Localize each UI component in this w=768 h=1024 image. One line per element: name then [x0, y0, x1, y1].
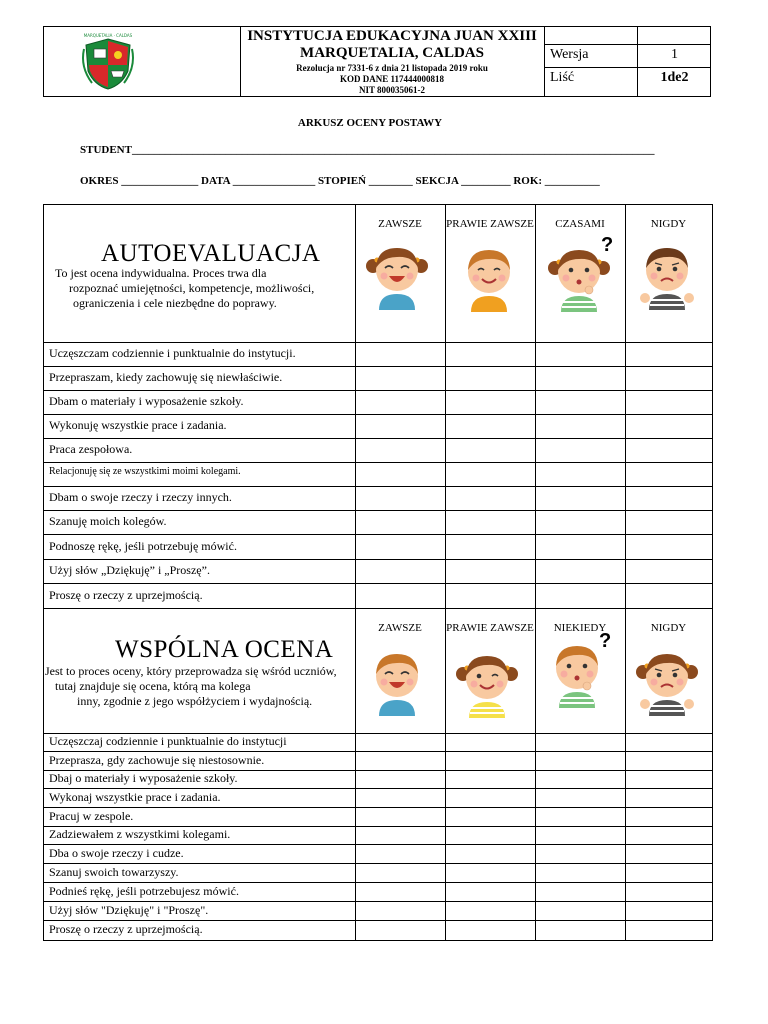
co-answer-cell-11-4[interactable]: [626, 921, 711, 939]
self-answer-cell-5-2[interactable]: [446, 439, 534, 461]
co-criterion-4: Wykonaj wszystkie prace i zadania.: [49, 789, 221, 804]
self-eval-desc-3: ograniczenia i cele niezbędne do poprawy.: [73, 296, 277, 310]
co-answer-cell-5-4[interactable]: [626, 808, 711, 825]
self-answer-cell-6-1[interactable]: [356, 463, 444, 485]
self-answer-cell-9-3[interactable]: [536, 535, 624, 558]
dane-code: KOD DANE 117444000818: [339, 74, 444, 84]
co-answer-cell-6-1[interactable]: [356, 827, 444, 843]
co-answer-cell-6-3[interactable]: [536, 827, 624, 843]
self-criterion-5: Praca zespołowa.: [49, 442, 133, 456]
self-answer-cell-4-2[interactable]: [446, 415, 534, 437]
co-answer-cell-7-1[interactable]: [356, 845, 444, 862]
co-answer-cell-1-1[interactable]: [356, 734, 444, 750]
co-answer-cell-1-4[interactable]: [626, 734, 711, 750]
co-answer-cell-2-1[interactable]: [356, 752, 444, 769]
self-answer-cell-7-4[interactable]: [626, 487, 711, 509]
document-header: [43, 26, 711, 97]
self-answer-cell-6-4[interactable]: [626, 463, 711, 485]
student-field[interactable]: STUDENT_______________________________________________________________________________________________: [80, 144, 655, 156]
self-criterion-3: Dbam o materiały i wyposażenie szkoły.: [49, 394, 244, 408]
question-mark-icon: ?: [601, 234, 614, 256]
self-answer-cell-9-4[interactable]: [626, 535, 711, 558]
co-answer-cell-1-2[interactable]: [446, 734, 534, 750]
self-criterion-11: Proszę o rzeczy z uprzejmością.: [49, 587, 203, 602]
co-answer-cell-9-2[interactable]: [446, 883, 534, 900]
self-criterion-6: Relacjonuję się ze wszystkimi moimi kolegami.: [49, 466, 241, 477]
self-answer-cell-5-3[interactable]: [536, 439, 624, 461]
co-answer-cell-9-1[interactable]: [356, 883, 444, 900]
co-criterion-5: Pracuj w zespole.: [49, 808, 134, 823]
self-answer-cell-1-3[interactable]: [536, 343, 624, 365]
co-answer-cell-8-2[interactable]: [446, 864, 534, 881]
self-answer-cell-3-2[interactable]: [446, 391, 534, 413]
self-answer-cell-4-3[interactable]: [536, 415, 624, 437]
co-answer-cell-9-4[interactable]: [626, 883, 711, 900]
co-answer-cell-8-4[interactable]: [626, 864, 711, 881]
co-answer-cell-2-4[interactable]: [626, 752, 711, 769]
self-answer-cell-3-3[interactable]: [536, 391, 624, 413]
co-answer-cell-8-1[interactable]: [356, 864, 444, 881]
self-answer-cell-11-2[interactable]: [446, 584, 534, 607]
co-col-almost-always: PRAWIE ZAWSZE: [446, 622, 534, 634]
co-criterion-2: Przeprasza, gdy zachowuje się niestosownie.: [49, 752, 265, 767]
co-answer-cell-4-1[interactable]: [356, 789, 444, 806]
co-answer-cell-3-3[interactable]: [536, 771, 624, 787]
self-answer-cell-3-1[interactable]: [356, 391, 444, 413]
co-answer-cell-11-3[interactable]: [536, 921, 624, 939]
self-criterion-7: Dbam o swoje rzeczy i rzeczy innych.: [49, 490, 232, 504]
happy-boy-icon: [457, 242, 521, 312]
co-answer-cell-3-2[interactable]: [446, 771, 534, 787]
self-answer-cell-1-1[interactable]: [356, 343, 444, 365]
co-answer-cell-5-2[interactable]: [446, 808, 534, 825]
self-answer-cell-11-4[interactable]: [626, 584, 711, 607]
self-answer-cell-1-4[interactable]: [626, 343, 711, 365]
self-col-sometimes: CZASAMI: [555, 218, 605, 230]
self-answer-cell-5-1[interactable]: [356, 439, 444, 461]
co-answer-cell-7-2[interactable]: [446, 845, 534, 862]
co-eval-title: WSPÓLNA OCENA: [115, 636, 334, 663]
school-crest-icon: [78, 31, 138, 93]
co-answer-cell-10-3[interactable]: [536, 902, 624, 919]
self-criterion-4: Wykonuję wszystkie prace i zadania.: [49, 418, 227, 432]
self-answer-cell-8-3[interactable]: [536, 511, 624, 533]
co-criterion-9: Podnieś rękę, jeśli potrzebujesz mówić.: [49, 883, 239, 898]
co-criterion-10: Użyj słów "Dziękuję" i "Proszę".: [49, 902, 209, 917]
co-col-never: NIGDY: [650, 622, 687, 634]
co-answer-cell-9-3[interactable]: [536, 883, 624, 900]
self-answer-cell-5-4[interactable]: [626, 439, 711, 461]
self-answer-cell-2-3[interactable]: [536, 367, 624, 389]
self-answer-cell-10-3[interactable]: [536, 560, 624, 582]
question-mark-icon: ?: [599, 630, 612, 652]
self-answer-cell-2-2[interactable]: [446, 367, 534, 389]
version-label: Wersja: [550, 47, 589, 62]
resolution-text: Rezolucja nr 7331-6 z dnia 21 listopada 2019 roku: [296, 63, 488, 73]
co-answer-cell-4-2[interactable]: [446, 789, 534, 806]
self-answer-cell-3-4[interactable]: [626, 391, 711, 413]
co-eval-desc-3: inny, zgodnie z jego współżyciem i wydajnością.: [77, 694, 313, 708]
laughing-girl-icon: [365, 240, 429, 310]
sheet-value: 1de2: [660, 70, 689, 85]
co-criterion-8: Szanuj swoich towarzyszy.: [49, 864, 179, 879]
co-answer-cell-5-1[interactable]: [356, 808, 444, 825]
co-answer-cell-3-1[interactable]: [356, 771, 444, 787]
co-criterion-1: Uczęszczaj codziennie i punktualnie do instytucji: [49, 734, 287, 748]
self-answer-cell-7-3[interactable]: [536, 487, 624, 509]
co-answer-cell-11-1[interactable]: [356, 921, 444, 939]
winking-girl-icon: [455, 648, 519, 718]
self-criterion-1: Uczęszczam codziennie i punktualnie do instytucji.: [49, 346, 296, 360]
co-answer-cell-8-3[interactable]: [536, 864, 624, 881]
co-answer-cell-1-3[interactable]: [536, 734, 624, 750]
self-answer-cell-6-3[interactable]: [536, 463, 624, 485]
co-criterion-3: Dbaj o materiały i wyposażenie szkoły.: [49, 771, 238, 785]
co-answer-cell-2-3[interactable]: [536, 752, 624, 769]
co-answer-cell-10-4[interactable]: [626, 902, 711, 919]
self-answer-cell-9-1[interactable]: [356, 535, 444, 558]
period-field[interactable]: OKRES ______________ DATA _______________ STOPIEŃ ________ SEKCJA _________ ROK: __________: [80, 175, 600, 187]
school-location: MARQUETALIA, CALDAS: [300, 45, 484, 61]
co-col-sometimes: NIEKIEDY: [553, 622, 607, 634]
self-col-always: ZAWSZE: [378, 218, 422, 230]
co-answer-cell-6-2[interactable]: [446, 827, 534, 843]
self-answer-cell-10-4[interactable]: [626, 560, 711, 582]
co-criterion-6: Zadziewałem z wszystkimi kolegami.: [49, 827, 231, 841]
self-answer-cell-7-2[interactable]: [446, 487, 534, 509]
self-answer-cell-11-3[interactable]: [536, 584, 624, 607]
self-col-never: NIGDY: [650, 218, 687, 230]
self-col-almost-always: PRAWIE ZAWSZE: [446, 218, 534, 230]
sad-girl-icon: [635, 646, 699, 716]
self-answer-cell-8-2[interactable]: [446, 511, 534, 533]
laughing-boy-icon: [365, 646, 429, 716]
co-eval-desc-1: Jest to proces oceny, który przeprowadza się wśród uczniów,: [45, 664, 337, 678]
nit-code: NIT 800035061-2: [358, 85, 426, 95]
self-answer-cell-10-1[interactable]: [356, 560, 444, 582]
self-answer-cell-9-2[interactable]: [446, 535, 534, 558]
document-title: ARKUSZ OCENY POSTAWY: [297, 117, 443, 129]
self-criterion-10: Użyj słów „Dziękuję” i „Proszę”.: [49, 563, 210, 577]
self-criterion-8: Szanuję moich kolegów.: [49, 514, 167, 528]
sad-boy-icon: [635, 240, 699, 310]
self-eval-title: AUTOEVALUACJA: [101, 240, 321, 267]
svg-text:MARQUETALIA · CALDAS: MARQUETALIA · CALDAS: [83, 33, 133, 38]
self-answer-cell-4-1[interactable]: [356, 415, 444, 437]
school-name: INSTYTUCJA EDUKACYJNA JUAN XXIII: [247, 28, 537, 44]
co-answer-cell-10-2[interactable]: [446, 902, 534, 919]
co-answer-cell-4-4[interactable]: [626, 789, 711, 806]
self-answer-cell-10-2[interactable]: [446, 560, 534, 582]
co-criterion-7: Dba o swoje rzeczy i cudze.: [49, 845, 184, 860]
sheet-label: Liść: [550, 70, 575, 85]
self-answer-cell-2-1[interactable]: [356, 367, 444, 389]
self-criterion-9: Podnoszę rękę, jeśli potrzebuję mówić.: [49, 538, 237, 553]
self-answer-cell-11-1[interactable]: [356, 584, 444, 607]
co-answer-cell-3-4[interactable]: [626, 771, 711, 787]
co-eval-desc-2: tutaj znajduje się ocena, którą ma kolega: [55, 679, 251, 693]
self-eval-desc-2: rozpoznać umiejętności, kompetencje, możliwości,: [69, 281, 315, 295]
version-value: 1: [671, 47, 678, 62]
co-criterion-11: Proszę o rzeczy z uprzejmością.: [49, 922, 203, 936]
co-col-always: ZAWSZE: [378, 622, 422, 634]
self-answer-cell-7-1[interactable]: [356, 487, 444, 509]
self-answer-cell-6-2[interactable]: [446, 463, 534, 485]
self-answer-cell-8-4[interactable]: [626, 511, 711, 533]
self-answer-cell-2-4[interactable]: [626, 367, 711, 389]
co-answer-cell-10-1[interactable]: [356, 902, 444, 919]
self-eval-desc-1: To jest ocena indywidualna. Proces trwa dla: [55, 266, 267, 280]
co-answer-cell-2-2[interactable]: [446, 752, 534, 769]
co-answer-cell-4-3[interactable]: [536, 789, 624, 806]
self-answer-cell-8-1[interactable]: [356, 511, 444, 533]
self-answer-cell-4-4[interactable]: [626, 415, 711, 437]
co-answer-cell-7-4[interactable]: [626, 845, 711, 862]
co-answer-cell-5-3[interactable]: [536, 808, 624, 825]
self-answer-cell-1-2[interactable]: [446, 343, 534, 365]
self-criterion-2: Przepraszam, kiedy zachowuję się niewłaściwie.: [49, 370, 283, 384]
co-answer-cell-6-4[interactable]: [626, 827, 711, 843]
co-answer-cell-7-3[interactable]: [536, 845, 624, 862]
co-answer-cell-11-2[interactable]: [446, 921, 534, 939]
